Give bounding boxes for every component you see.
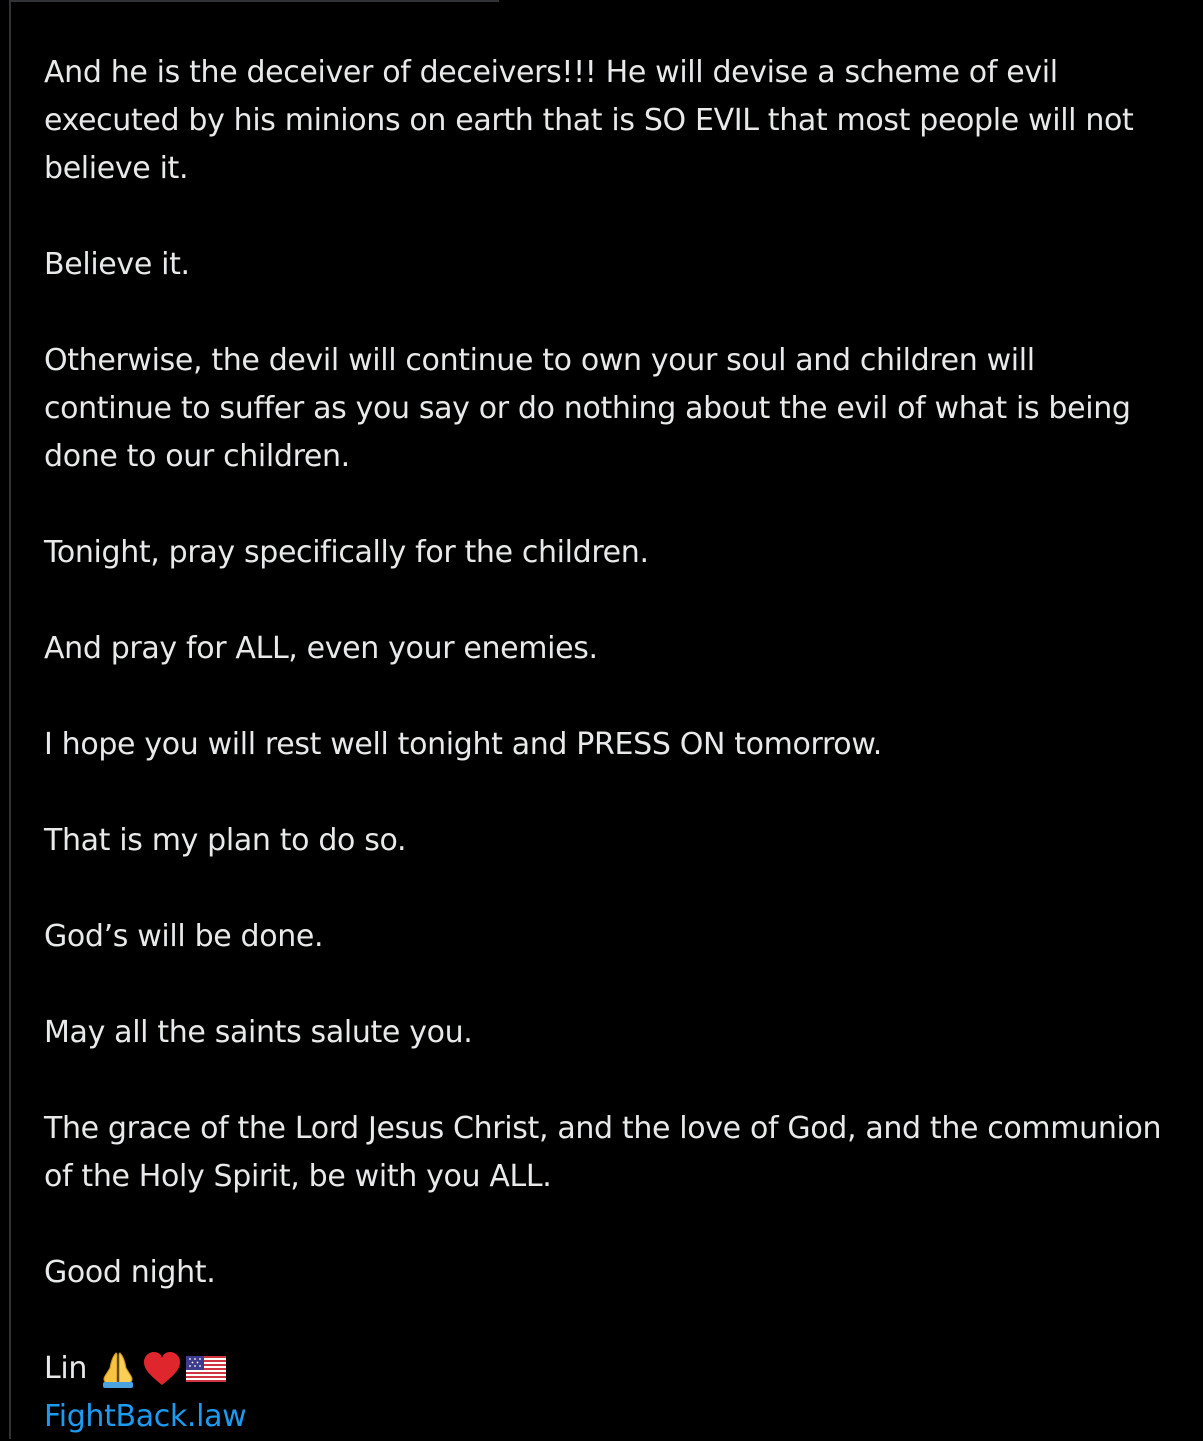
top-divider-line — [9, 0, 499, 2]
paragraph-pray-children: Tonight, pray specifically for the children. — [44, 535, 649, 570]
paragraph-good-night: Good night. — [44, 1255, 216, 1290]
paragraph-otherwise: Otherwise, the devil will continue to own your soul and children will continue to suffer as you say or do nothing about the evil of what is being done to our children. — [44, 343, 1131, 474]
post-text-body — [44, 49, 1164, 1441]
praying-hands-icon — [97, 1348, 139, 1390]
paragraph-deceiver: And he is the deceiver of deceivers!!! He will devise a scheme of evil executed by his minions on earth that is SO EVIL that most people will not believe it. — [44, 55, 1134, 186]
paragraph-pray-all: And pray for ALL, even your enemies. — [44, 631, 598, 666]
thread-divider-line — [9, 0, 11, 1439]
paragraph-believe-it: Believe it. — [44, 247, 190, 282]
fightback-link[interactable]: FightBack.law — [44, 1399, 247, 1434]
paragraph-my-plan: That is my plan to do so. — [44, 823, 407, 858]
signature-emojis — [97, 1348, 227, 1390]
signature-name: Lin — [44, 1351, 88, 1386]
us-flag-icon — [185, 1348, 227, 1390]
paragraph-saints: May all the saints salute you. — [44, 1015, 473, 1050]
red-heart-icon — [141, 1348, 183, 1390]
signature — [44, 1345, 1164, 1393]
paragraph-grace: The grace of the Lord Jesus Christ, and the love of God, and the communion of the Holy Spirit, be with you ALL. — [44, 1111, 1162, 1194]
paragraph-gods-will: God’s will be done. — [44, 919, 324, 954]
paragraph-rest-well: I hope you will rest well tonight and PRESS ON tomorrow. — [44, 727, 882, 762]
